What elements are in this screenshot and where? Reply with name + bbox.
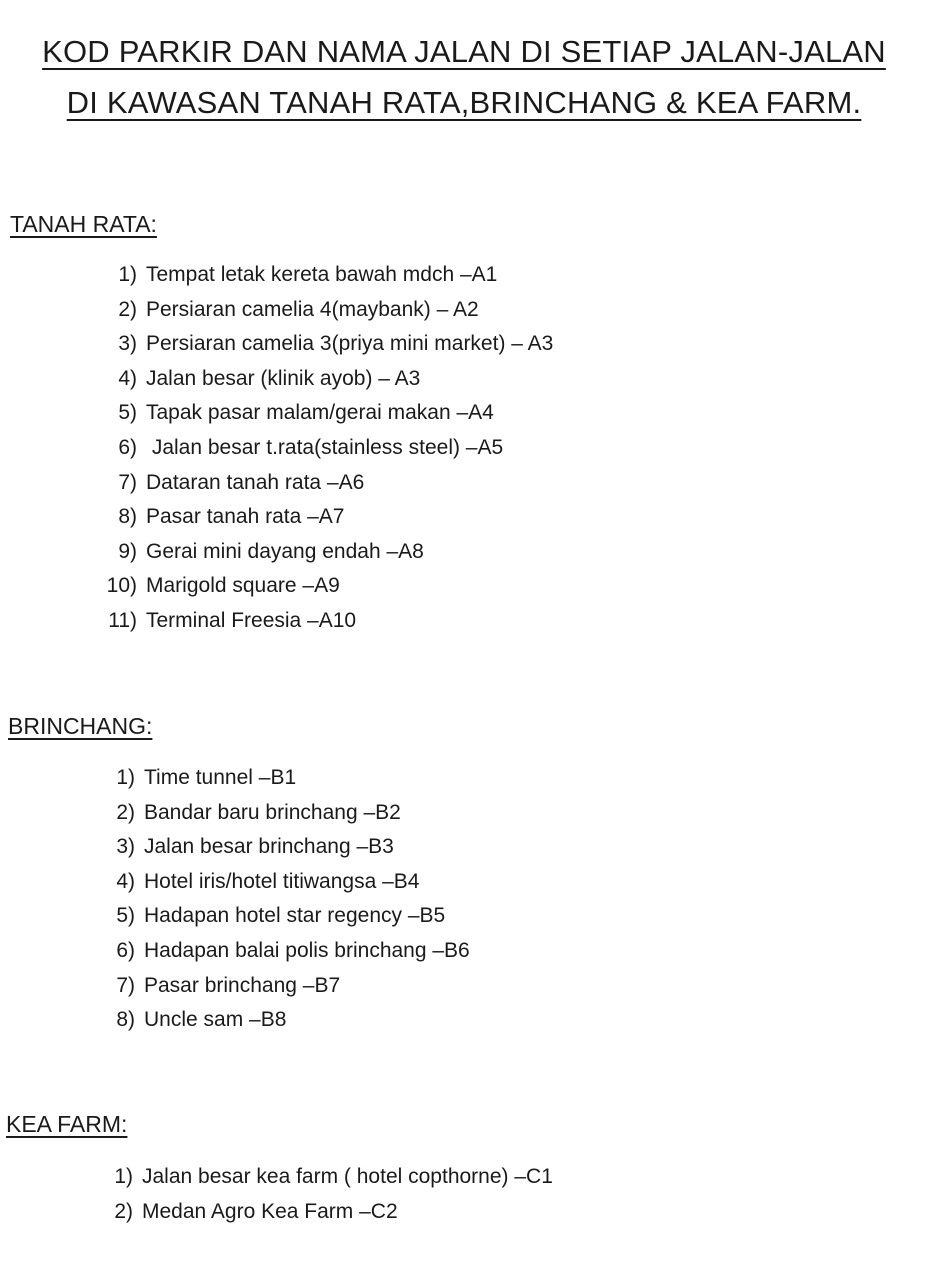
item-number: 4) (116, 869, 135, 893)
item-text: Tapak pasar malam/gerai makan –A4 (146, 401, 494, 425)
kea-farm-list (89, 1160, 553, 1229)
document-title-line-2: DI KAWASAN TANAH RATA,BRINCHANG & KEA FARM. (66, 85, 862, 120)
section-heading-kea-farm: KEA FARM: (6, 1111, 128, 1137)
list-item (93, 466, 553, 501)
item-text: Jalan besar t.rata(stainless steel) –A5 (146, 435, 504, 459)
list-item (91, 830, 470, 865)
brinchang-list (91, 761, 470, 1038)
list-item (93, 500, 553, 535)
document-title-line-1: KOD PARKIR DAN NAMA JALAN DI SETIAP JALAN-JALAN (42, 34, 886, 69)
item-number: 5) (118, 401, 137, 425)
item-number: 4) (118, 366, 137, 390)
item-text: Hadapan hotel star regency –B5 (144, 904, 446, 928)
item-text: Medan Agro Kea Farm –C2 (142, 1199, 398, 1223)
item-text: Persiaran camelia 3(priya mini market) – A3 (146, 332, 554, 356)
list-item (91, 1003, 470, 1038)
item-number: 9) (118, 539, 137, 563)
item-text: Hadapan balai polis brinchang –B6 (144, 938, 470, 962)
item-text: Pasar tanah rata –A7 (146, 505, 345, 529)
item-number: 5) (116, 904, 135, 928)
list-item (93, 293, 553, 328)
item-text: Uncle sam –B8 (144, 1008, 287, 1032)
item-number: 8) (118, 505, 137, 529)
section-heading-tanah-rata: TANAH RATA: (10, 211, 157, 237)
tanah-rata-list (93, 258, 553, 639)
item-text: Time tunnel –B1 (144, 766, 297, 789)
list-item (91, 969, 470, 1004)
item-text: Marigold square –A9 (146, 574, 340, 598)
item-number: 2) (114, 1199, 133, 1223)
item-number: 1) (114, 1165, 133, 1188)
item-number: 10) (106, 574, 137, 598)
item-number: 3) (116, 835, 135, 859)
item-text: Jalan besar kea farm ( hotel copthorne) –C1 (142, 1165, 553, 1188)
list-item (91, 796, 470, 831)
item-number: 11) (108, 608, 137, 632)
item-number: 2) (116, 800, 135, 824)
list-item (93, 604, 553, 639)
list-item (91, 934, 470, 969)
section-heading-brinchang: BRINCHANG: (8, 713, 153, 739)
item-number: 1) (116, 766, 135, 789)
list-item (93, 327, 553, 362)
item-text: Terminal Freesia –A10 (146, 608, 357, 632)
list-item (91, 761, 470, 796)
list-item (93, 431, 553, 466)
item-number: 2) (118, 297, 137, 321)
item-text: Dataran tanah rata –A6 (146, 470, 365, 494)
list-item (91, 865, 470, 900)
list-item (93, 362, 553, 397)
item-text: Bandar baru brinchang –B2 (144, 800, 401, 824)
item-text: Jalan besar (klinik ayob) – A3 (146, 366, 421, 390)
item-number: 7) (116, 973, 135, 997)
list-item (93, 258, 553, 293)
list-item (91, 899, 470, 934)
item-text: Gerai mini dayang endah –A8 (146, 539, 424, 563)
list-item (89, 1195, 553, 1230)
list-item (93, 535, 553, 570)
item-number: 7) (118, 470, 137, 494)
item-number: 1) (118, 263, 137, 286)
item-text: Jalan besar brinchang –B3 (144, 835, 394, 859)
item-number: 6) (118, 435, 137, 459)
list-item (93, 569, 553, 604)
item-number: 3) (118, 332, 137, 356)
list-item (93, 396, 553, 431)
list-item (89, 1160, 553, 1195)
item-text: Tempat letak kereta bawah mdch –A1 (146, 263, 498, 286)
item-number: 6) (116, 938, 135, 962)
item-text: Persiaran camelia 4(maybank) – A2 (146, 297, 479, 321)
item-text: Hotel iris/hotel titiwangsa –B4 (144, 869, 420, 893)
item-text: Pasar brinchang –B7 (144, 973, 341, 997)
item-number: 8) (116, 1008, 135, 1032)
